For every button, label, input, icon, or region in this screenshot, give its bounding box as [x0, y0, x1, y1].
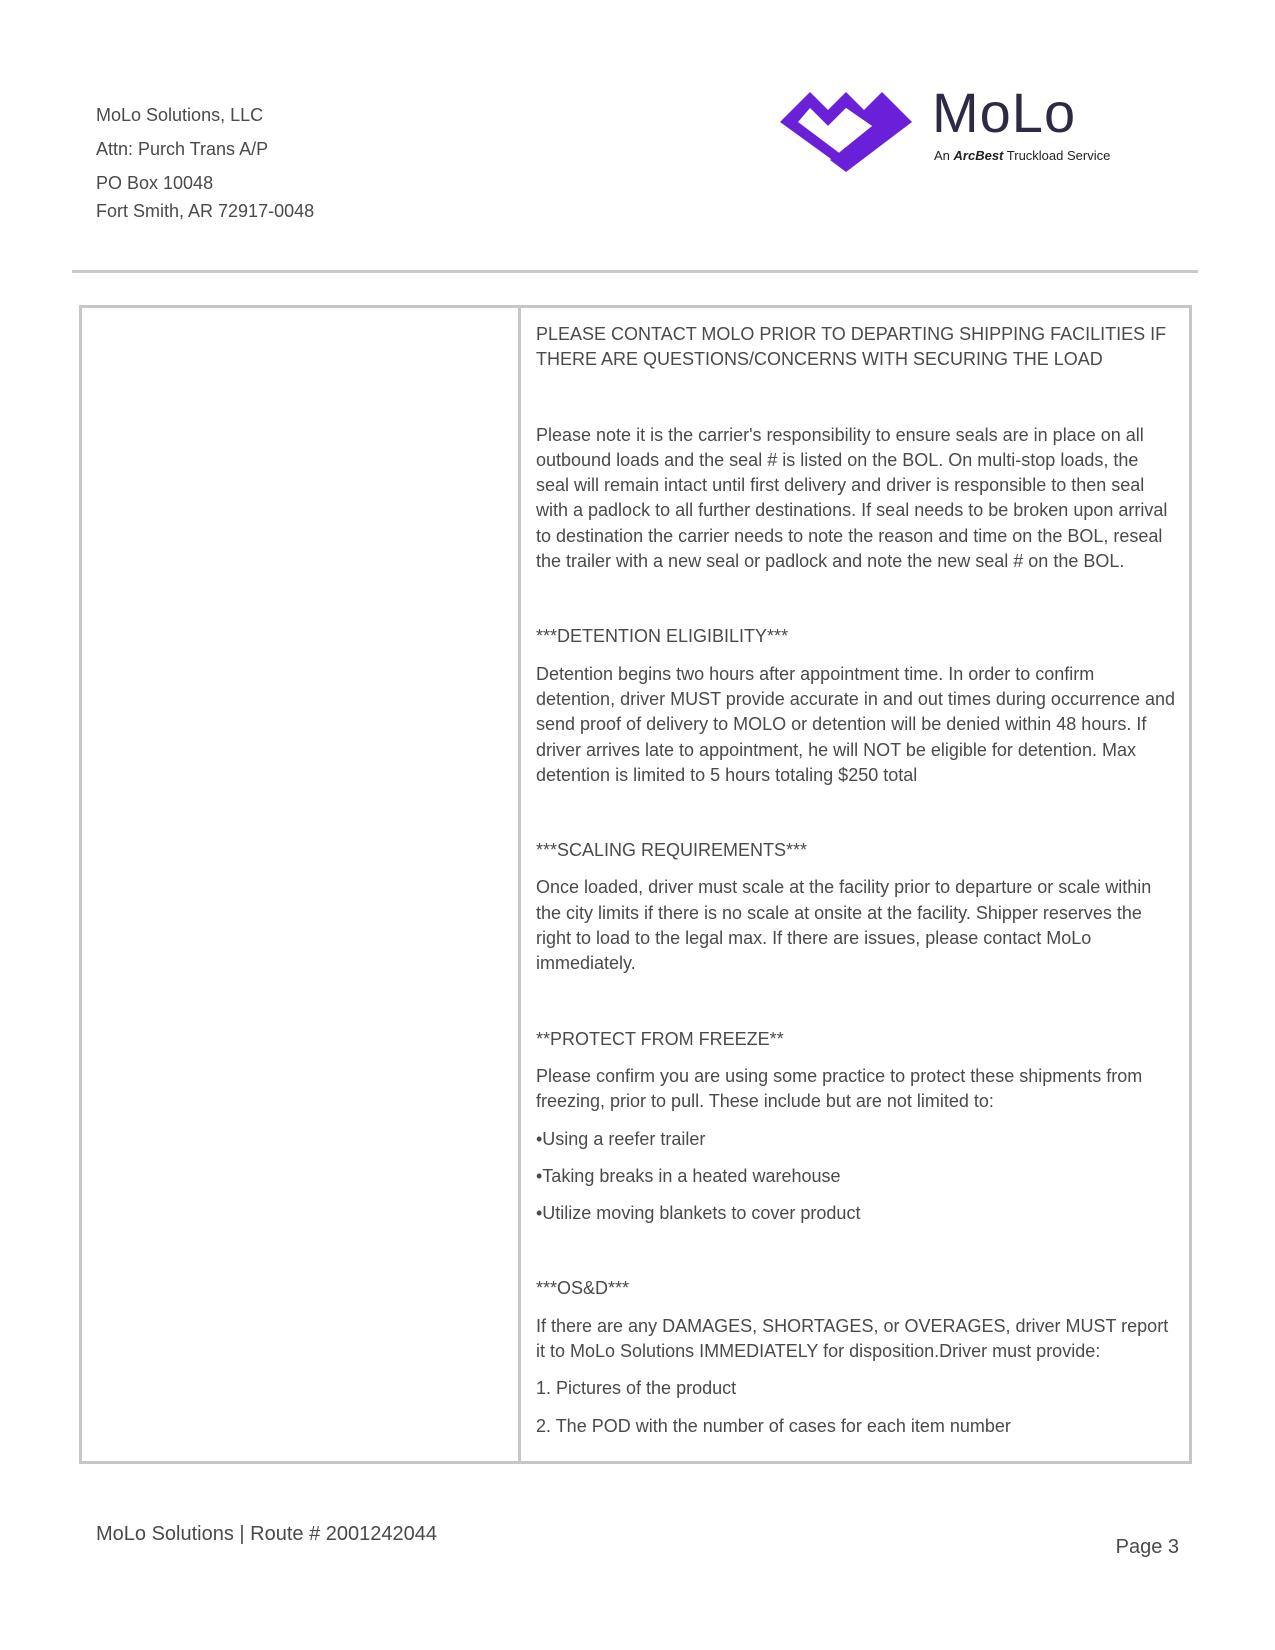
logo-wordmark: MoLo — [932, 81, 1077, 144]
molo-logo — [776, 81, 1156, 176]
instructions-cell — [536, 322, 1176, 1439]
footer-route: MoLo Solutions | Route # 2001242044 — [96, 1523, 438, 1545]
list-item: 2. The POD with the number of cases for each item number — [536, 1415, 1011, 1436]
column-divider — [518, 308, 521, 1461]
list-item: •Utilize moving blankets to cover product — [536, 1203, 861, 1224]
contact-notice: PLEASE CONTACT MOLO PRIOR TO DEPARTING SHIPPING FACILITIES IF THERE ARE QUESTIONS/CONCERNS WITH SECURING THE LOAD — [536, 324, 1167, 370]
molo-logo-mark-icon — [776, 86, 916, 176]
osd-text: If there are any DAMAGES, SHORTAGES, or OVERAGES, driver MUST report it to MoLo Solutions IMMEDIATELY for disposition.Driver must provide: — [536, 1315, 1169, 1362]
page-number: Page 3 — [1115, 1536, 1179, 1558]
freeze-text: Please confirm you are using some practice to protect these shipments from freezing, prior to pull. These include but are not limited to: — [536, 1065, 1143, 1112]
header-divider — [72, 270, 1198, 273]
instructions-table — [79, 305, 1192, 1464]
address-line-attn: Attn: Purch Trans A/P — [96, 139, 269, 159]
address-line-pobox: PO Box 10048 — [96, 173, 214, 193]
seal-note: Please note it is the carrier's responsibility to ensure seals are in place on all outbound loads and the seal # is listed on the BOL. On multi-stop loads, the seal will remain intact until first delivery and driver is responsible to then seal with a padlock to all further destinations. If seal needs to be broken upon arrival to destination the carrier needs to note the reason and time on the BOL, reseal the trailer with a new seal or padlock and note the new seal # on the BOL. — [536, 424, 1168, 572]
detention-heading: ***DETENTION ELIGIBILITY*** — [536, 626, 789, 647]
address-line-city: Fort Smith, AR 72917-0048 — [96, 201, 315, 221]
tagline-prefix: An — [934, 148, 950, 163]
tagline-suffix: Truckload Service — [1006, 148, 1111, 163]
list-item: 1. Pictures of the product — [536, 1378, 737, 1399]
detention-text: Detention begins two hours after appointment time. In order to confirm detention, driver MUST provide accurate in and out times during occurrence and send proof of delivery to MOLO or detention will be denied within 48 hours. If driver arrives late to appointment, he will NOT be eligible for detention. Max detention is limited to 5 hours totaling $250 total — [536, 663, 1176, 785]
logo-tagline — [934, 148, 1110, 163]
scaling-text: Once loaded, driver must scale at the facility prior to departure or scale within the city limits if there is no scale at onsite at the facility. Shipper reserves the right to load to the legal max. If there are issues, please contact MoLo immediately. — [536, 877, 1152, 974]
osd-heading: ***OS&D*** — [536, 1278, 630, 1299]
tagline-brand: ArcBest — [953, 148, 1004, 163]
freeze-heading: **PROTECT FROM FREEZE** — [536, 1028, 784, 1049]
list-item: •Taking breaks in a heated warehouse — [536, 1165, 841, 1186]
address-line-company: MoLo Solutions, LLC — [96, 105, 264, 125]
list-item: •Using a reefer trailer — [536, 1128, 706, 1149]
scaling-heading: ***SCALING REQUIREMENTS*** — [536, 840, 808, 861]
